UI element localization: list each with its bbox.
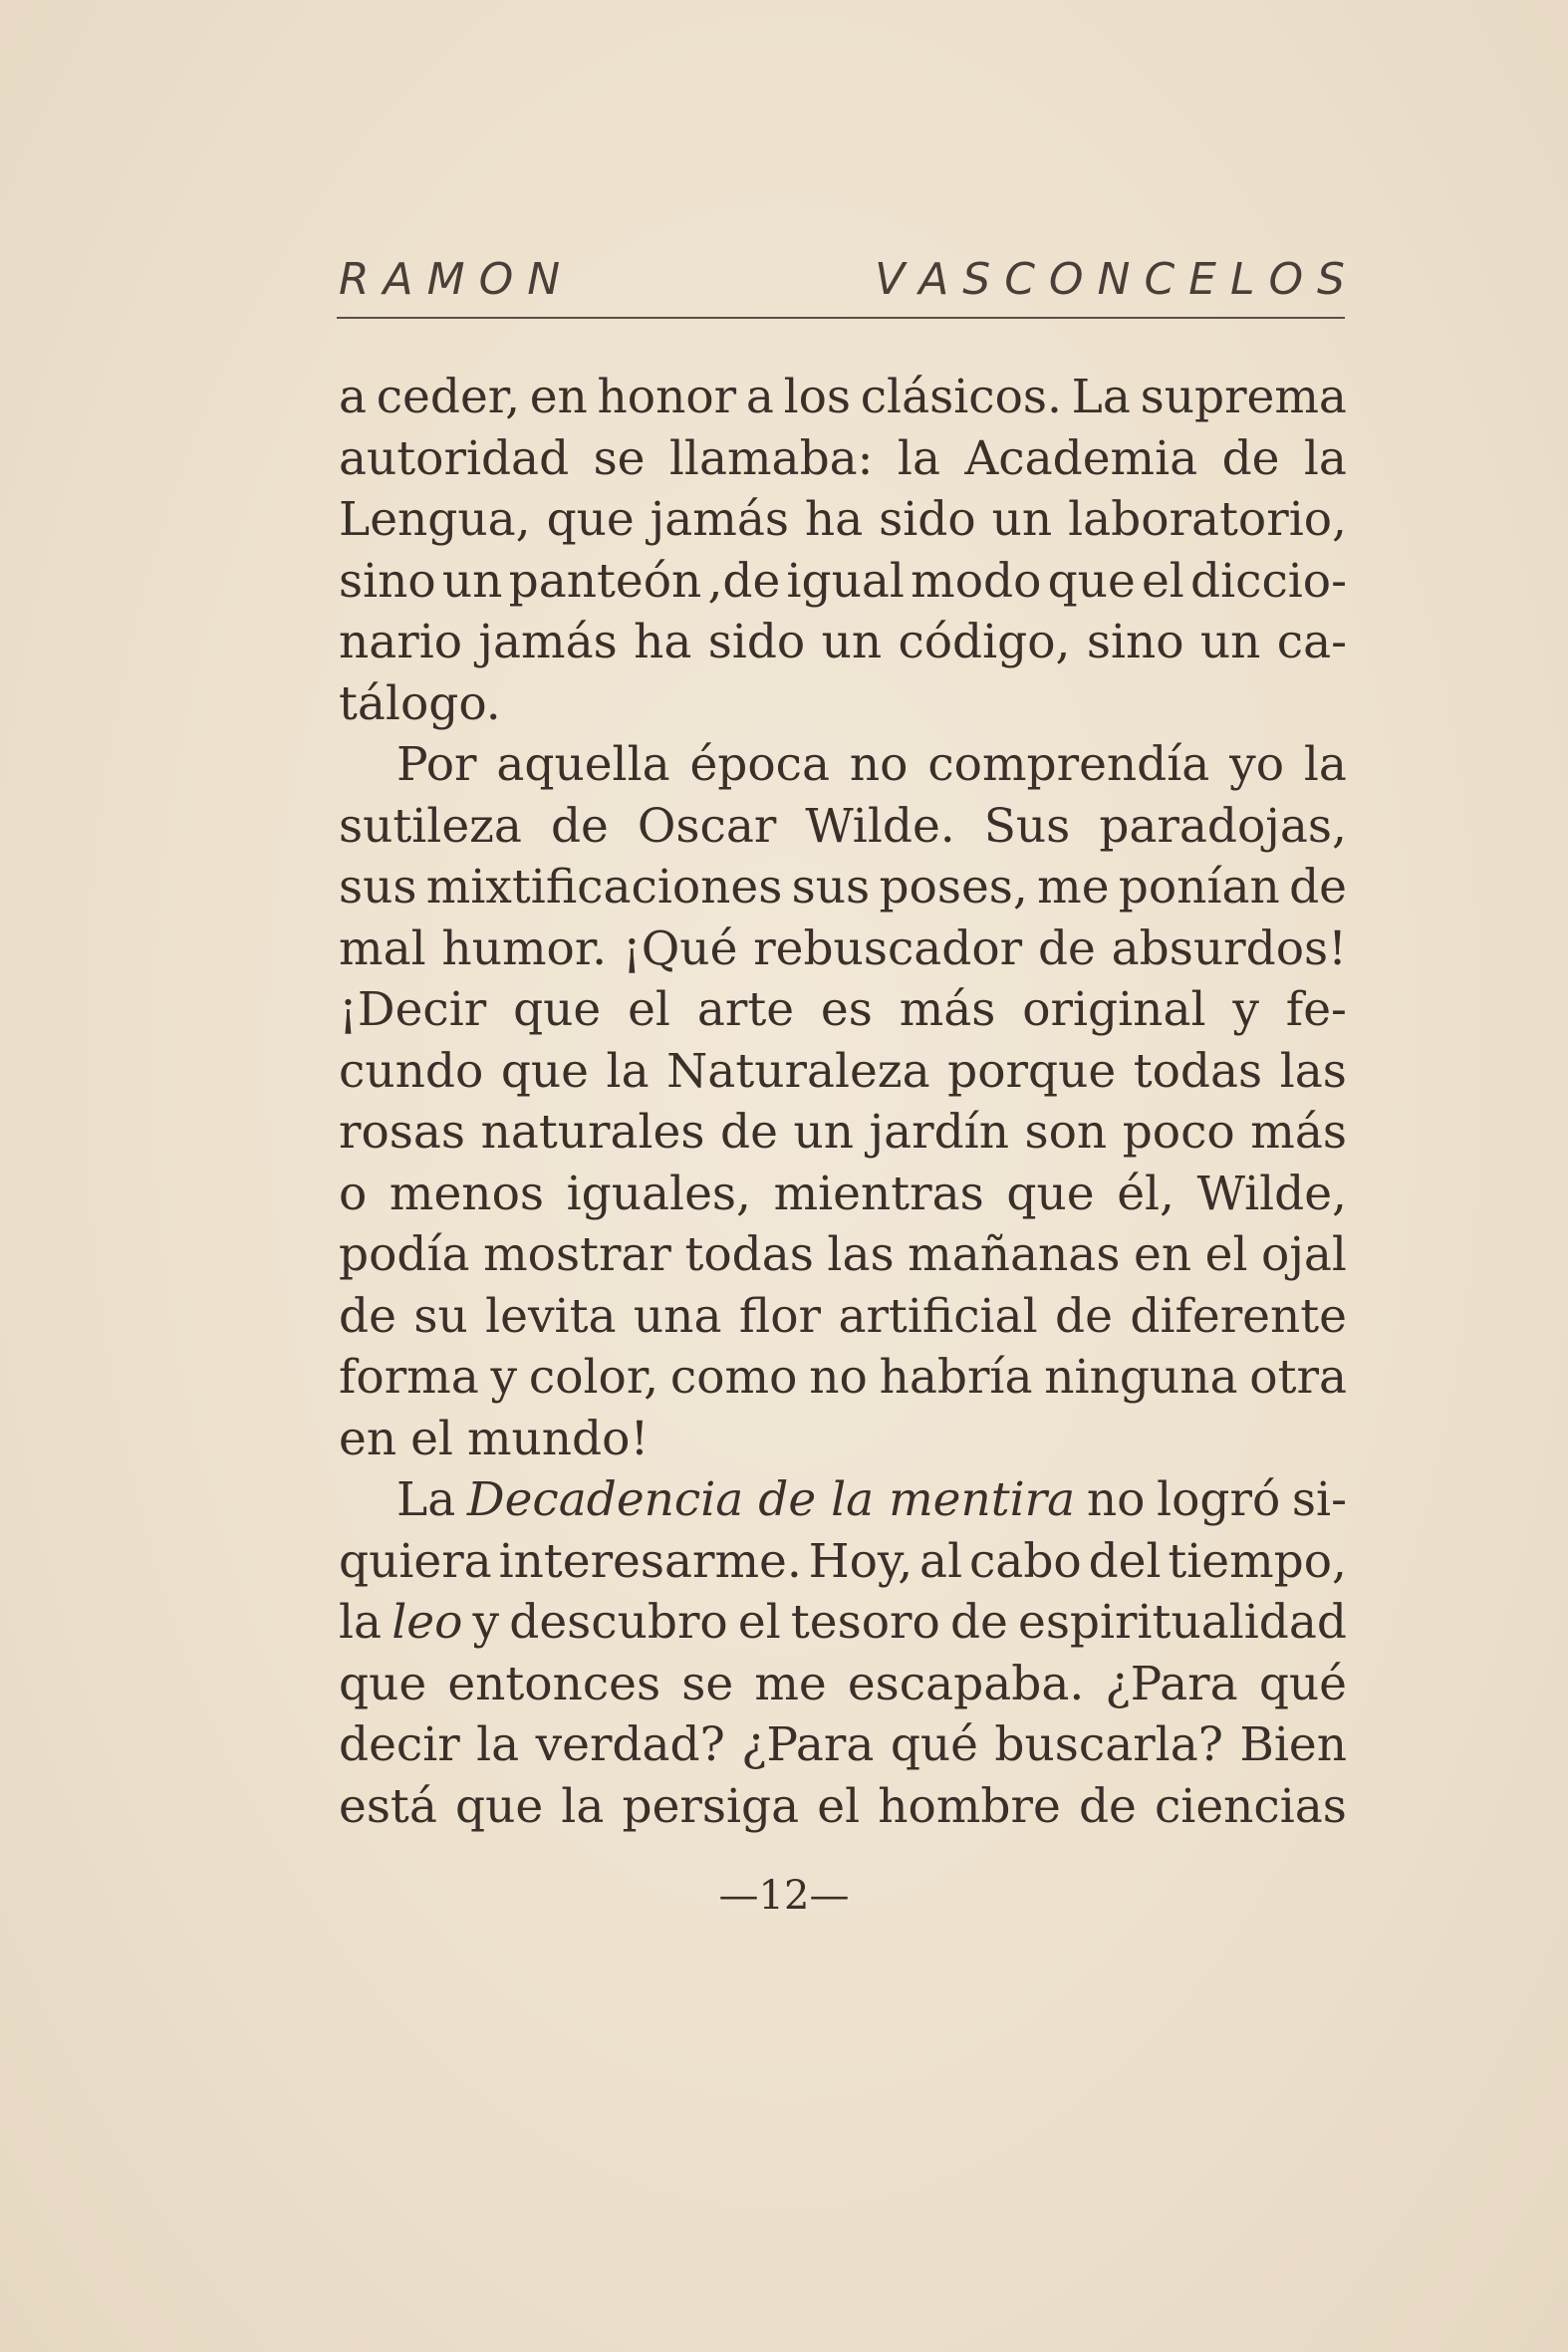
word: mañanas bbox=[908, 1227, 1121, 1282]
word: que bbox=[513, 982, 602, 1037]
word: es bbox=[820, 982, 873, 1037]
word: Academia bbox=[964, 430, 1198, 486]
word: artificial bbox=[838, 1288, 1038, 1344]
word: igual bbox=[786, 553, 905, 609]
word: se bbox=[593, 430, 646, 486]
word: logró bbox=[1157, 1472, 1281, 1527]
word: sido bbox=[707, 615, 806, 669]
word: tesoro bbox=[790, 1595, 940, 1650]
word: rebuscador bbox=[753, 920, 1023, 976]
word: las bbox=[1279, 1043, 1347, 1099]
word: la bbox=[1303, 430, 1347, 486]
text-line bbox=[339, 1714, 1347, 1776]
word: la bbox=[476, 1717, 520, 1772]
word: el bbox=[1141, 553, 1184, 609]
word: que bbox=[500, 1043, 589, 1099]
text-line bbox=[339, 1531, 1347, 1593]
text-line bbox=[339, 1164, 1347, 1225]
text-line bbox=[339, 796, 1347, 858]
word: que bbox=[454, 1778, 544, 1834]
word: los bbox=[783, 370, 852, 424]
word: ¿Para bbox=[1105, 1656, 1238, 1711]
text-line bbox=[339, 367, 1347, 428]
word: que bbox=[1047, 553, 1136, 609]
word: ceder, bbox=[376, 370, 521, 424]
text-line bbox=[339, 734, 1347, 796]
word: de bbox=[1055, 1288, 1113, 1344]
word: de bbox=[720, 1105, 778, 1160]
word: entonces bbox=[447, 1656, 661, 1711]
text-line bbox=[339, 1224, 1347, 1286]
word: levita bbox=[485, 1288, 617, 1344]
word: rosas bbox=[339, 1105, 466, 1160]
word: la bbox=[897, 430, 940, 486]
word: se bbox=[681, 1656, 734, 1711]
word: aquella bbox=[496, 737, 670, 792]
word: un bbox=[441, 553, 503, 609]
word: no bbox=[1086, 1472, 1146, 1527]
text-line bbox=[339, 1776, 1347, 1838]
word: jamás bbox=[650, 492, 789, 547]
word: buscarla? bbox=[994, 1717, 1223, 1772]
word: descubro bbox=[509, 1595, 728, 1650]
word: ca- bbox=[1276, 615, 1347, 669]
word: ,de bbox=[707, 553, 781, 609]
word: ¡Decir bbox=[339, 982, 487, 1037]
word: del bbox=[1088, 1533, 1162, 1589]
word: honor bbox=[597, 370, 737, 424]
word: quiera bbox=[339, 1533, 492, 1589]
body-text bbox=[339, 367, 1347, 1837]
word: poses, bbox=[879, 860, 1028, 915]
word: mostrar bbox=[483, 1227, 671, 1282]
word: en bbox=[1134, 1227, 1192, 1282]
word: Bien bbox=[1239, 1717, 1347, 1772]
word: ninguna bbox=[1044, 1350, 1238, 1405]
word: el bbox=[737, 1595, 781, 1650]
word: otra bbox=[1249, 1350, 1347, 1405]
word: si- bbox=[1291, 1472, 1347, 1527]
word: llamaba: bbox=[668, 430, 874, 486]
word: sutileza bbox=[339, 798, 522, 854]
word: decir bbox=[339, 1717, 460, 1772]
word: de bbox=[550, 798, 609, 854]
word: la bbox=[606, 1043, 650, 1099]
word: arte bbox=[696, 982, 795, 1037]
word: Por bbox=[396, 737, 477, 792]
word: La bbox=[1071, 370, 1131, 424]
word: el bbox=[410, 1411, 453, 1466]
word: persiga bbox=[622, 1778, 800, 1834]
word: de bbox=[1289, 860, 1347, 915]
word: cabo bbox=[968, 1533, 1082, 1589]
word: absurdos! bbox=[1111, 920, 1347, 976]
word: la bbox=[561, 1778, 605, 1834]
text-line bbox=[339, 1469, 1347, 1531]
text-line bbox=[339, 551, 1347, 613]
word: color, bbox=[528, 1350, 659, 1405]
text-line bbox=[339, 489, 1347, 551]
word: más bbox=[1250, 1105, 1347, 1160]
header-author-first: R A M O N bbox=[339, 254, 561, 305]
word: y bbox=[472, 1595, 500, 1650]
word: las bbox=[827, 1227, 895, 1282]
word: al bbox=[919, 1533, 963, 1589]
word: él, bbox=[1117, 1166, 1175, 1221]
word: o bbox=[339, 1166, 368, 1221]
word: Sus bbox=[983, 798, 1071, 854]
word: habría bbox=[879, 1350, 1033, 1405]
text-line bbox=[339, 1102, 1347, 1164]
word: qué bbox=[1258, 1656, 1347, 1711]
word: clásicos. bbox=[860, 370, 1062, 424]
word: hombre bbox=[878, 1778, 1061, 1834]
word: el bbox=[628, 982, 670, 1037]
word: ponían bbox=[1118, 860, 1280, 915]
word: Naturaleza bbox=[666, 1043, 930, 1099]
word: cundo bbox=[339, 1043, 484, 1099]
word: modo bbox=[911, 553, 1042, 609]
word: más bbox=[899, 982, 996, 1037]
word: jardín bbox=[869, 1105, 1009, 1160]
word: podía bbox=[339, 1227, 470, 1282]
word: y bbox=[1232, 982, 1259, 1037]
word: de bbox=[1037, 920, 1096, 976]
word: laboratorio, bbox=[1068, 492, 1347, 547]
word: en bbox=[339, 1411, 397, 1466]
word: el bbox=[817, 1778, 861, 1834]
word: sino bbox=[1086, 615, 1184, 669]
word: sus bbox=[791, 860, 871, 915]
word: que bbox=[1006, 1166, 1095, 1221]
word: todas bbox=[684, 1227, 814, 1282]
word: de bbox=[1221, 430, 1280, 486]
word: Lengua, bbox=[339, 492, 531, 547]
word: de bbox=[949, 1595, 1008, 1650]
word: un bbox=[991, 492, 1053, 547]
text-line bbox=[339, 918, 1347, 980]
word: original bbox=[1022, 982, 1206, 1037]
word: escapaba. bbox=[847, 1656, 1085, 1711]
word: de bbox=[339, 1288, 396, 1344]
word: que bbox=[339, 1656, 427, 1711]
text-line bbox=[339, 979, 1347, 1041]
word: La bbox=[396, 1472, 456, 1527]
word: jamás bbox=[478, 615, 618, 669]
word: nario bbox=[339, 615, 463, 669]
header-rule bbox=[337, 317, 1345, 319]
text-line bbox=[339, 673, 1347, 735]
word: a bbox=[339, 370, 368, 424]
word: espiritualidad bbox=[1018, 1595, 1347, 1650]
word: un bbox=[793, 1105, 854, 1160]
word: de bbox=[1078, 1778, 1137, 1834]
word: mundo! bbox=[466, 1411, 650, 1466]
word: no bbox=[849, 737, 909, 792]
text-line bbox=[339, 1347, 1347, 1409]
text-line bbox=[339, 857, 1347, 918]
word: la bbox=[1303, 737, 1347, 792]
word: comprendía bbox=[927, 737, 1210, 792]
word: son bbox=[1024, 1105, 1108, 1160]
word: está bbox=[339, 1778, 437, 1834]
word: como bbox=[669, 1350, 798, 1405]
word: Wilde, bbox=[1196, 1166, 1347, 1221]
italic-phrase: Decadencia de la mentira bbox=[466, 1472, 1076, 1527]
word: la bbox=[339, 1595, 383, 1650]
word: fe- bbox=[1285, 982, 1347, 1037]
word: mientras bbox=[773, 1166, 984, 1221]
word: a bbox=[745, 370, 774, 424]
word: ha bbox=[804, 492, 864, 547]
text-line bbox=[339, 428, 1347, 490]
word: código, bbox=[898, 615, 1071, 669]
word: su bbox=[413, 1288, 468, 1344]
word: flor bbox=[738, 1288, 822, 1344]
word: y bbox=[490, 1350, 518, 1405]
word: panteón bbox=[508, 553, 702, 609]
word: menos bbox=[389, 1166, 544, 1221]
word: interesarme. bbox=[498, 1533, 802, 1589]
word: diccio- bbox=[1190, 553, 1347, 609]
word: Oscar bbox=[637, 798, 777, 854]
word: naturales bbox=[480, 1105, 705, 1160]
running-header bbox=[339, 254, 1345, 305]
word: ha bbox=[634, 615, 692, 669]
text-line bbox=[339, 1409, 1347, 1470]
word: el bbox=[1204, 1227, 1248, 1282]
word: paradojas, bbox=[1099, 798, 1347, 854]
word: sino bbox=[339, 553, 436, 609]
word: humor. bbox=[441, 920, 608, 976]
word: diferente bbox=[1130, 1288, 1347, 1344]
word: me bbox=[1037, 860, 1110, 915]
word: suprema bbox=[1140, 370, 1347, 424]
text-line bbox=[339, 1041, 1347, 1103]
word: mal bbox=[339, 920, 426, 976]
text-line bbox=[339, 1654, 1347, 1715]
word: que bbox=[546, 492, 635, 547]
page-number: —12— bbox=[718, 1873, 850, 1919]
word: iguales, bbox=[566, 1166, 751, 1221]
word: una bbox=[633, 1288, 722, 1344]
word: qué bbox=[890, 1717, 978, 1772]
word: ojal bbox=[1261, 1227, 1347, 1282]
word: ¡Qué bbox=[622, 920, 738, 976]
word: no bbox=[809, 1350, 868, 1405]
word: yo bbox=[1229, 737, 1285, 792]
word: poco bbox=[1122, 1105, 1235, 1160]
word: autoridad bbox=[339, 430, 570, 486]
word: en bbox=[529, 370, 588, 424]
word: forma bbox=[339, 1350, 479, 1405]
word: Wilde. bbox=[805, 798, 955, 854]
word: época bbox=[689, 737, 831, 792]
text-line bbox=[339, 612, 1347, 673]
word: tálogo. bbox=[339, 675, 501, 731]
word: me bbox=[754, 1656, 827, 1711]
word: un bbox=[1199, 615, 1261, 669]
text-line bbox=[339, 1286, 1347, 1348]
word: ¿Para bbox=[741, 1717, 875, 1772]
word: tiempo, bbox=[1168, 1533, 1347, 1589]
word: Hoy, bbox=[808, 1533, 914, 1589]
word: porque bbox=[947, 1043, 1117, 1099]
italic-phrase: leo bbox=[392, 1595, 463, 1650]
word: sido bbox=[879, 492, 976, 547]
header-author-last: V A S C O N C E L O S bbox=[875, 254, 1345, 305]
word: sus bbox=[339, 860, 417, 915]
text-line bbox=[339, 1592, 1347, 1654]
word: un bbox=[821, 615, 883, 669]
word: mixtificaciones bbox=[425, 860, 783, 915]
word: ciencias bbox=[1154, 1778, 1347, 1834]
word: todas bbox=[1133, 1043, 1263, 1099]
word: verdad? bbox=[535, 1717, 725, 1772]
